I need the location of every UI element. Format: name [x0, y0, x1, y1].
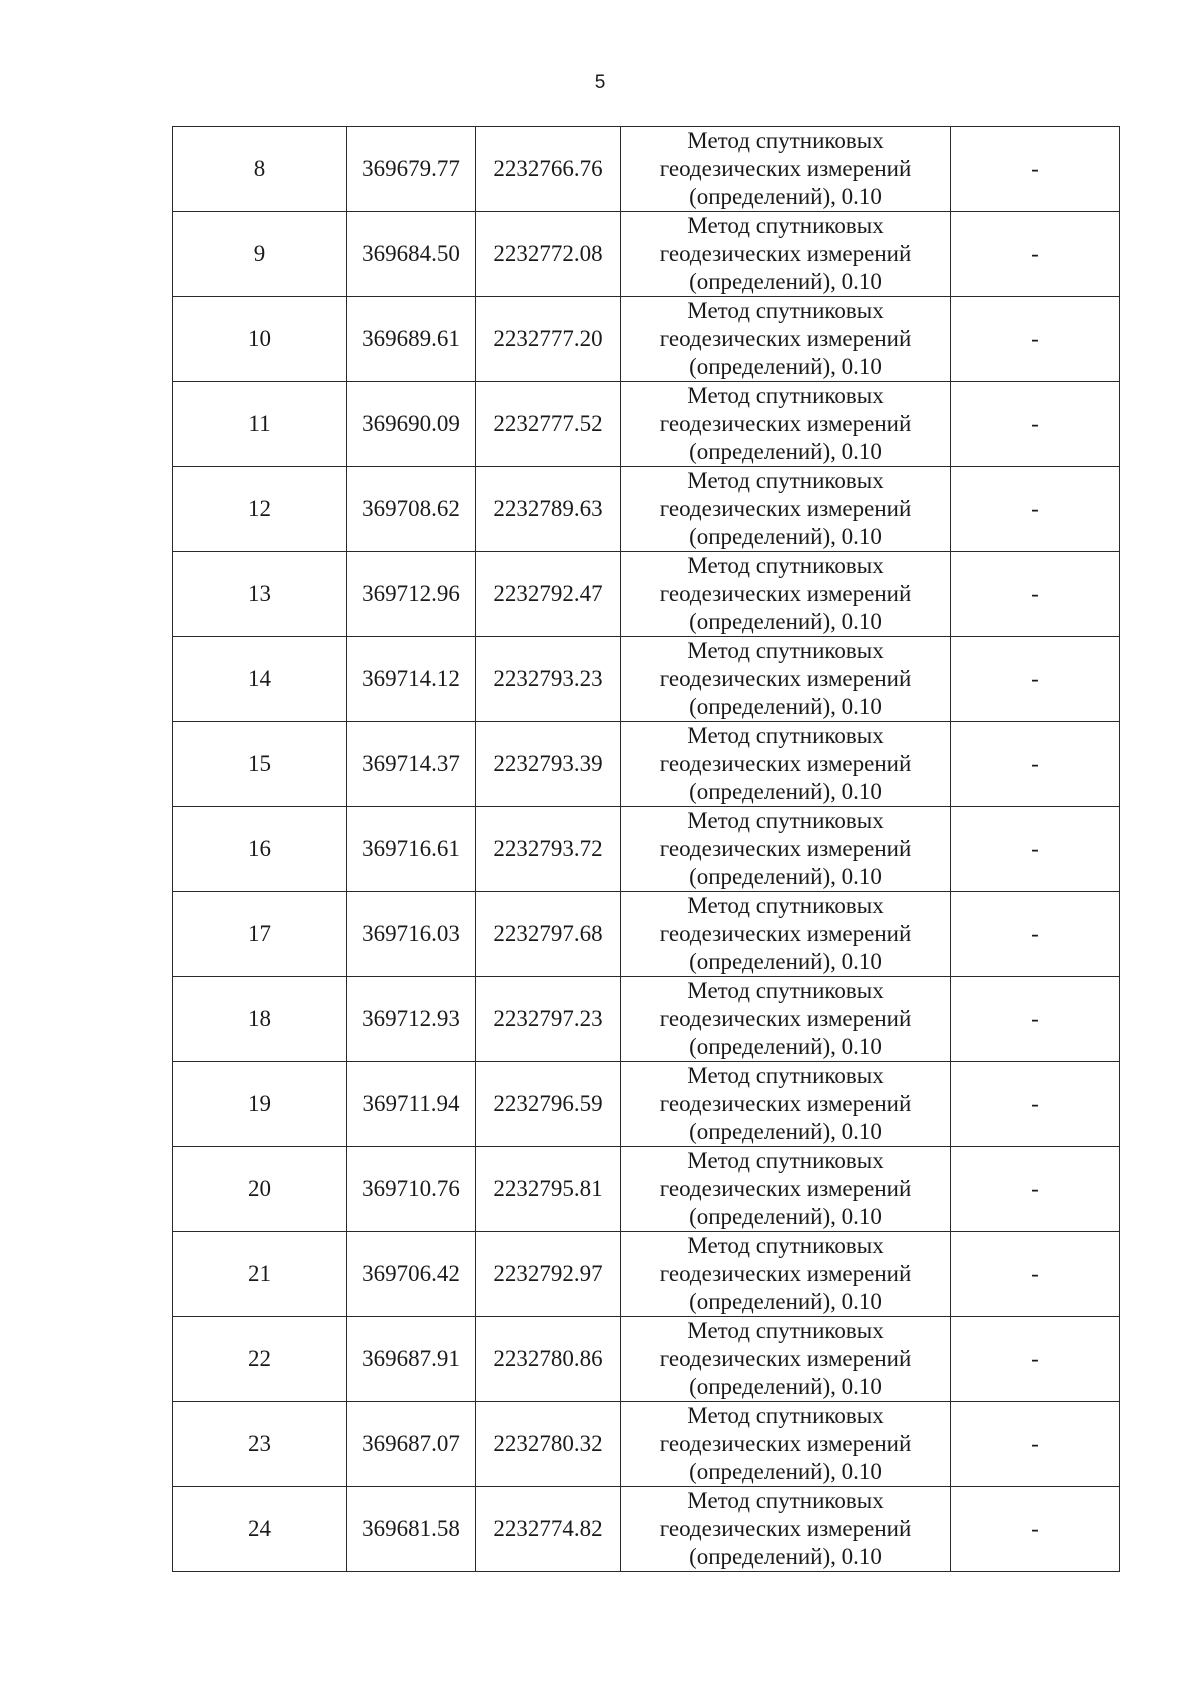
method-cell: [621, 637, 951, 722]
x-coordinate-cell: 369689.61: [347, 297, 476, 382]
y-coordinate-cell: 2232777.20: [476, 297, 621, 382]
method-cell: [621, 892, 951, 977]
note-cell: -: [951, 1147, 1120, 1232]
point-number-cell: 20: [173, 1147, 347, 1232]
x-coordinate-cell: 369706.42: [347, 1232, 476, 1317]
method-line: Метод спутниковых: [687, 723, 884, 748]
method-line: Метод спутниковых: [687, 893, 884, 918]
y-coordinate-cell: 2232766.76: [476, 127, 621, 212]
x-coordinate-cell: 369687.91: [347, 1317, 476, 1402]
method-cell: [621, 1062, 951, 1147]
table-row: [173, 637, 1120, 722]
y-coordinate-cell: 2232796.59: [476, 1062, 621, 1147]
method-line: геодезических измерений: [659, 581, 912, 606]
method-line: (определений), 0.10: [689, 439, 882, 464]
note-cell: -: [951, 467, 1120, 552]
table-row: [173, 1147, 1120, 1232]
table-row: [173, 722, 1120, 807]
method-line: Метод спутниковых: [687, 978, 884, 1003]
method-line: (определений), 0.10: [689, 354, 882, 379]
y-coordinate-cell: 2232772.08: [476, 212, 621, 297]
y-coordinate-cell: 2232780.32: [476, 1402, 621, 1487]
x-coordinate-cell: 369711.94: [347, 1062, 476, 1147]
method-cell: [621, 297, 951, 382]
note-cell: -: [951, 1062, 1120, 1147]
x-coordinate-cell: 369679.77: [347, 127, 476, 212]
method-line: (определений), 0.10: [689, 1374, 882, 1399]
page-number: 5: [594, 72, 606, 93]
table-row: [173, 1402, 1120, 1487]
method-line: Метод спутниковых: [687, 383, 884, 408]
x-coordinate-cell: 369712.93: [347, 977, 476, 1062]
y-coordinate-cell: 2232795.81: [476, 1147, 621, 1232]
method-cell: [621, 467, 951, 552]
method-cell: [621, 212, 951, 297]
x-coordinate-cell: 369684.50: [347, 212, 476, 297]
method-cell: [621, 1317, 951, 1402]
x-coordinate-cell: 369714.37: [347, 722, 476, 807]
table-row: [173, 297, 1120, 382]
method-cell: [621, 1487, 951, 1572]
note-cell: -: [951, 1402, 1120, 1487]
table-row: [173, 212, 1120, 297]
point-number-cell: 21: [173, 1232, 347, 1317]
point-number-cell: 17: [173, 892, 347, 977]
method-line: геодезических измерений: [659, 411, 912, 436]
note-cell: -: [951, 382, 1120, 467]
method-line: геодезических измерений: [659, 1346, 912, 1371]
table-row: [173, 552, 1120, 637]
point-number-cell: 18: [173, 977, 347, 1062]
note-cell: -: [951, 1317, 1120, 1402]
y-coordinate-cell: 2232792.47: [476, 552, 621, 637]
point-number-cell: 8: [173, 127, 347, 212]
method-cell: [621, 722, 951, 807]
y-coordinate-cell: 2232793.39: [476, 722, 621, 807]
method-cell: [621, 807, 951, 892]
y-coordinate-cell: 2232792.97: [476, 1232, 621, 1317]
method-line: Метод спутниковых: [687, 298, 884, 323]
method-line: (определений), 0.10: [689, 609, 882, 634]
y-coordinate-cell: 2232789.63: [476, 467, 621, 552]
method-line: геодезических измерений: [659, 1091, 912, 1116]
table-row: [173, 1317, 1120, 1402]
table-row: [173, 892, 1120, 977]
x-coordinate-cell: 369716.61: [347, 807, 476, 892]
point-number-cell: 16: [173, 807, 347, 892]
coordinates-table: [172, 126, 1120, 1572]
method-line: геодезических измерений: [659, 241, 912, 266]
y-coordinate-cell: 2232797.23: [476, 977, 621, 1062]
y-coordinate-cell: 2232777.52: [476, 382, 621, 467]
point-number-cell: 23: [173, 1402, 347, 1487]
table-row: [173, 807, 1120, 892]
method-line: (определений), 0.10: [689, 1119, 882, 1144]
y-coordinate-cell: 2232774.82: [476, 1487, 621, 1572]
method-line: геодезических измерений: [659, 921, 912, 946]
x-coordinate-cell: 369681.58: [347, 1487, 476, 1572]
method-line: геодезических измерений: [659, 1431, 912, 1456]
table-row: [173, 127, 1120, 212]
x-coordinate-cell: 369712.96: [347, 552, 476, 637]
method-line: геодезических измерений: [659, 1006, 912, 1031]
method-line: Метод спутниковых: [687, 1403, 884, 1428]
y-coordinate-cell: 2232793.23: [476, 637, 621, 722]
note-cell: -: [951, 722, 1120, 807]
method-line: геодезических измерений: [659, 1261, 912, 1286]
x-coordinate-cell: 369716.03: [347, 892, 476, 977]
table-row: [173, 1062, 1120, 1147]
method-line: (определений), 0.10: [689, 269, 882, 294]
method-line: геодезических измерений: [659, 836, 912, 861]
method-line: Метод спутниковых: [687, 1063, 884, 1088]
method-line: Метод спутниковых: [687, 128, 884, 153]
method-line: (определений), 0.10: [689, 694, 882, 719]
method-line: Метод спутниковых: [687, 1488, 884, 1513]
coordinates-table-body: [173, 127, 1120, 1572]
note-cell: -: [951, 212, 1120, 297]
method-line: Метод спутниковых: [687, 638, 884, 663]
method-line: (определений), 0.10: [689, 1034, 882, 1059]
y-coordinate-cell: 2232793.72: [476, 807, 621, 892]
method-cell: [621, 382, 951, 467]
x-coordinate-cell: 369690.09: [347, 382, 476, 467]
method-line: Метод спутниковых: [687, 808, 884, 833]
point-number-cell: 14: [173, 637, 347, 722]
method-line: (определений), 0.10: [689, 864, 882, 889]
point-number-cell: 24: [173, 1487, 347, 1572]
method-cell: [621, 1147, 951, 1232]
method-line: (определений), 0.10: [689, 779, 882, 804]
note-cell: -: [951, 1487, 1120, 1572]
method-cell: [621, 1232, 951, 1317]
note-cell: -: [951, 127, 1120, 212]
point-number-cell: 19: [173, 1062, 347, 1147]
method-line: (определений), 0.10: [689, 1544, 882, 1569]
table-row: [173, 977, 1120, 1062]
note-cell: -: [951, 892, 1120, 977]
note-cell: -: [951, 977, 1120, 1062]
note-cell: -: [951, 807, 1120, 892]
method-line: Метод спутниковых: [687, 1318, 884, 1343]
x-coordinate-cell: 369710.76: [347, 1147, 476, 1232]
method-line: Метод спутниковых: [687, 1148, 884, 1173]
note-cell: -: [951, 297, 1120, 382]
method-line: геодезических измерений: [659, 1516, 912, 1541]
method-line: геодезических измерений: [659, 496, 912, 521]
method-cell: [621, 552, 951, 637]
method-line: (определений), 0.10: [689, 184, 882, 209]
note-cell: -: [951, 1232, 1120, 1317]
method-line: (определений), 0.10: [689, 1204, 882, 1229]
y-coordinate-cell: 2232780.86: [476, 1317, 621, 1402]
method-line: (определений), 0.10: [689, 949, 882, 974]
method-line: (определений), 0.10: [689, 1289, 882, 1314]
point-number-cell: 10: [173, 297, 347, 382]
method-line: (определений), 0.10: [689, 1459, 882, 1484]
method-line: геодезических измерений: [659, 156, 912, 181]
note-cell: -: [951, 637, 1120, 722]
x-coordinate-cell: 369687.07: [347, 1402, 476, 1487]
note-cell: -: [951, 552, 1120, 637]
method-line: Метод спутниковых: [687, 1233, 884, 1258]
method-line: геодезических измерений: [659, 666, 912, 691]
method-line: Метод спутниковых: [687, 553, 884, 578]
point-number-cell: 12: [173, 467, 347, 552]
x-coordinate-cell: 369708.62: [347, 467, 476, 552]
method-line: геодезических измерений: [659, 326, 912, 351]
table-row: [173, 1232, 1120, 1317]
point-number-cell: 11: [173, 382, 347, 467]
x-coordinate-cell: 369714.12: [347, 637, 476, 722]
method-line: Метод спутниковых: [687, 213, 884, 238]
method-cell: [621, 127, 951, 212]
method-cell: [621, 1402, 951, 1487]
point-number-cell: 9: [173, 212, 347, 297]
point-number-cell: 13: [173, 552, 347, 637]
table-row: [173, 467, 1120, 552]
method-line: (определений), 0.10: [689, 524, 882, 549]
table-row: [173, 1487, 1120, 1572]
y-coordinate-cell: 2232797.68: [476, 892, 621, 977]
method-line: геодезических измерений: [659, 751, 912, 776]
method-line: геодезических измерений: [659, 1176, 912, 1201]
table-row: [173, 382, 1120, 467]
method-line: Метод спутниковых: [687, 468, 884, 493]
method-cell: [621, 977, 951, 1062]
point-number-cell: 22: [173, 1317, 347, 1402]
point-number-cell: 15: [173, 722, 347, 807]
